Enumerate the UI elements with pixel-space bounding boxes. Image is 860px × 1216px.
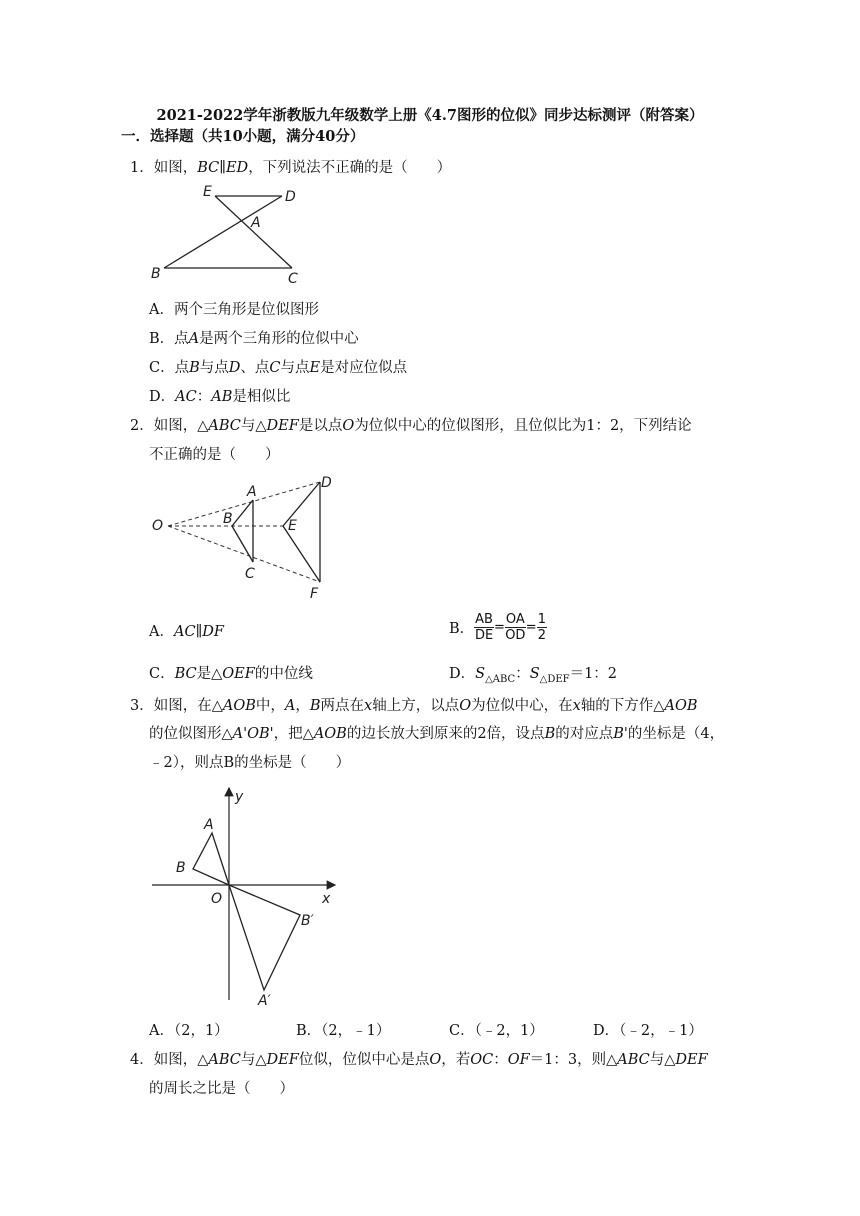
question-1-option-d: D．AC：AB是相似比 (149, 389, 291, 405)
question-3-stem-line-3: ﹣2），则点B的坐标是（ ） (149, 755, 351, 771)
q3-label-b: B (176, 860, 186, 876)
page-title: 2021-2022学年浙教版九年级数学上册《4.7图形的位似》同步达标测评（附答案） (156, 107, 704, 124)
question-1-stem: 1．如图，BC∥ED，下列说法不正确的是（ ） (130, 160, 452, 176)
question-3-option-c: C．（﹣2，1） (449, 1023, 544, 1039)
question-4-stem-line-2: 的周长之比是（ ） (149, 1081, 294, 1097)
q1-label-b: B (151, 266, 161, 282)
q3-label-o: O (211, 891, 223, 907)
question-4-stem-line-1: 4．如图，△ABC与△DEF位似，位似中心是点O，若OC：OF＝1：3，则△ABC与△DEF (130, 1052, 708, 1068)
question-2-option-b: B． $\frac{AB}{DE}$ = $\frac{OA}{OD}$ = $\frac{1}{2}$ (449, 612, 546, 643)
q1-label-c: C (288, 271, 298, 287)
q2-label-a: A (247, 484, 257, 500)
question-2-option-c: C．BC是△OEF的中位线 (149, 666, 313, 682)
q1-label-a: A (251, 215, 261, 231)
q1-label-d: D (285, 189, 296, 205)
question-3-stem-line-2: 的位似图形△A'OB'，把△AOB的边长放大到原来的2倍，设点B的对应点B'的坐标是（4， (149, 726, 725, 742)
question-2-stem-line-2: 不正确的是（ ） (149, 447, 280, 463)
fraction-ab-de: $\frac{AB}{DE}$ (474, 612, 494, 643)
q3-label-a: A (204, 817, 214, 833)
question-1-option-a: A．两个三角形是位似图形 (149, 302, 319, 318)
section-heading: 一．选择题（共10小题，满分40分） (121, 128, 365, 145)
question-3-stem-line-1: 3．如图，在△AOB中，A，B两点在x轴上方，以点O为位似中心，在x轴的下方作△AOB (130, 698, 698, 714)
q2-label-b: B (223, 511, 233, 527)
question-1-option-c: C．点B与点D、点C与点E是对应位似点 (149, 360, 408, 376)
q3-label-y: y (235, 789, 244, 805)
question-2-option-d: D．$S_{\triangle ABC}$：$S_{\triangle DEF}=1$：2 (449, 666, 618, 685)
q2-label-e: E (288, 518, 297, 534)
q2-label-f: F (310, 586, 319, 602)
question-3-option-b: B．（2，﹣1） (296, 1023, 391, 1039)
question-2-option-a: A．AC∥DF (149, 624, 224, 640)
q2-label-o: O (152, 518, 164, 534)
q2-label-c: C (245, 566, 255, 582)
q3-label-x: x (322, 891, 331, 907)
question-3-option-d: D．（﹣2，﹣1） (593, 1023, 703, 1039)
question-1-option-b: B．点A是两个三角形的位似中心 (149, 331, 359, 347)
q3-label-a-prime: A′ (258, 993, 271, 1009)
q3-label-b-prime: B′ (301, 913, 314, 929)
q2-label-d: D (321, 475, 332, 491)
question-2-stem-line-1: 2．如图，△ABC与△DEF是以点O为位似中心的位似图形，且位似比为1：2，下列结论 (130, 418, 692, 434)
fraction-oa-od: $\frac{OA}{OD}$ (505, 612, 526, 643)
question-3-option-a: A．（2，1） (149, 1023, 229, 1039)
fraction-one-half: $\frac{1}{2}$ (537, 612, 546, 643)
q1-label-e: E (203, 184, 212, 200)
